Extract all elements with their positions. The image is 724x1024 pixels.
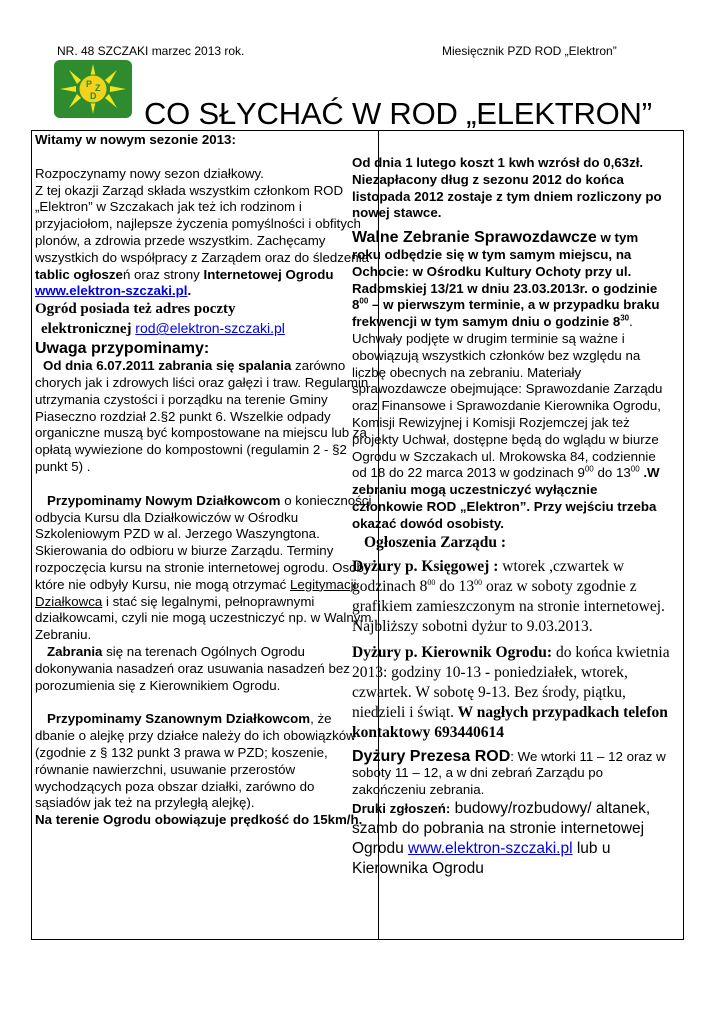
logo-letter-d: D — [90, 91, 97, 101]
meeting-sup-1: 00 — [359, 296, 369, 306]
ban-bold: Od dnia 6.07.2011 zabrania się spalania — [43, 358, 292, 374]
left-column — [35, 131, 373, 829]
email-link[interactable]: rod@elektron-szczaki.pl — [135, 320, 285, 337]
board-heading: Ogłoszenia Zarządu : — [364, 533, 507, 551]
accountant-bold: Dyżury p. Księgowej : — [352, 557, 499, 575]
legitymacja-link[interactable]: Legitymacji Działkowca — [35, 576, 357, 609]
accountant-sup-2: 00 — [474, 577, 483, 587]
president-bold: Dyżury Prezesa ROD — [352, 747, 511, 765]
ban-text: zarówno chorych jak i zdrowych liści oraz gałęzi i traw. Regulamin utrzymania czystości i porządku na terenie Gminy Piaseczno rozdział 2.§2 punkt 6. Wszelkie odpady organiczne muszą być kompostowane na miejscu lub za opłatą wywiezione do kompostowni (regulamin 2 - §2 punkt 5) . — [35, 358, 369, 474]
header-publication: Miesięcznik PZD ROD „Elektron” — [442, 44, 617, 58]
respected-paragraph — [35, 711, 373, 812]
page-title: CO SŁYCHAĆ W ROD „ELEKTRON” — [144, 96, 652, 131]
welcome-text-2: Z tej okazji Zarząd składa wszystkim członkom ROD „Elektron” w Szczakach jak też ich rodzinom i przyjaciołom, najlepsze życzenia pomyślności i obfitych plonów, a zdrowia przede wszystkim. Zachęcamy wszystkich do współpracy z Zarządem oraz do śledzenia tablic ogłoszeń oraz strony Internetowej Ogrodu www.elektron-szczaki.pl. — [35, 182, 370, 299]
president-text: : We wtorki 11 – 12 oraz w soboty 11 – 12, a w dni zebrań Zarządu po zakończeniu zebrania. — [352, 748, 666, 798]
new-members-text-2: i stać się legalnymi, pełnoprawnymi działkowcami, czyli nie mogą uczestniczyć np. w Walnym Zebraniu. — [35, 593, 372, 643]
accountant-paragraph — [352, 557, 670, 637]
forms-text: budowy/rozbudowy/ altanek, szamb do pobrania na stronie internetowej Ogrodu — [352, 799, 651, 857]
pzd-logo — [54, 60, 132, 118]
welcome-heading: Witamy w nowym sezonie 2013: — [35, 132, 236, 147]
site-link[interactable]: www.elektron-szczaki.pl — [35, 283, 188, 299]
respected-text: , że dbanie o alejkę przy działce należy do ich obowiązków (zgodnie z § 132 punkt 3 prawa w PZD; koszenie, równanie nawierzchni, usuwanie przerostów wychodzących poza obszar działki, zarówno do sąsiadów jak też na przyległą alejkę). — [35, 711, 356, 811]
meeting-heading: Walne Zebranie Sprawozdawcze — [352, 229, 597, 247]
forbid-bold: Zabrania — [47, 643, 103, 659]
forms-text-2: lub u Kierownika Ogrodu — [352, 839, 611, 877]
meeting-bold-1: w tym roku odbędzie się w tym samym miejscu, na Ochocie: w Ośrodku Kultury Ochoty przy ul. Radomskiej 13/21 w dniu 23.03.2013r. o godzinie 8 — [352, 230, 658, 313]
welcome-text-1: Rozpoczynamy nowy sezon działkowy. — [35, 165, 264, 181]
meeting-sup-2: 30 — [620, 313, 630, 323]
accountant-sup-1: 00 — [427, 577, 436, 587]
content-frame — [31, 130, 684, 940]
forbid-text: się na terenach Ogólnych Ogrodu dokonywania nasadzeń oraz usuwania nasadzeń bez porozumienia się z Kierownikiem Ogrodu. — [35, 643, 350, 693]
email-text-2: elektronicznej — [41, 321, 136, 338]
speed-limit: Na terenie Ogrodu obowiązuje prędkość do 15km/h. — [35, 812, 363, 828]
meeting-paragraph — [352, 230, 670, 532]
meeting-text-1: . Uchwały podjęte w drugim terminie są ważne i obowiązują wszystkich członków bez względu na liczbę obecnych na zebraniu. Materiały sprawozdawcze obejmujące: Sprawozdanie Zarządu oraz Finansowe i Sprawozdanie Kierownika Ogrodu, Komisji Rewizyjnej i Komisji Rozjemczej jak też projekty Uchwał, dostępne będą do wglądu w biurze Ogrodu w Szczakach ul. Mrokowska 84, codziennie od 18 do 22 marca 2013 w godzinach 9 — [352, 314, 663, 481]
forbid-paragraph — [35, 644, 373, 694]
meeting-bold-3: .W zebraniu mogą uczestniczyć wyłącznie członkowie ROD „Elektron”. Przy wejściu trzeba okazać dowód osobisty. — [352, 465, 660, 531]
president-paragraph — [352, 749, 670, 799]
meeting-bold-2: – w pierwszym terminie, a w przypadku braku frekwencji w tym samym dniu o godzinie 8 — [352, 297, 660, 330]
new-members-paragraph — [35, 493, 373, 644]
accountant-text-2: do 13 — [435, 577, 475, 595]
manager-bold: Dyżury p. Kierownik Ogrodu: — [352, 643, 553, 661]
new-members-bold: Przypominamy Nowym Działkowcom — [47, 492, 281, 508]
ban-paragraph — [35, 358, 373, 476]
respected-bold: Przypominamy Szanownym Działkowcom — [47, 711, 311, 727]
accountant-text-1: wtorek ,czwartek w godzinach 8 — [352, 557, 625, 595]
manager-text: do końca kwietnia 2013: godziny 10-13 - poniedziałek, wtorek, czwartek. W sobotę 9-13. Bez środy, piątku, niedzieli i świąt. — [352, 643, 670, 721]
price-notice: Od dnia 1 lutego koszt 1 kwh wzrósł do 0,63zł. Niezapłacony dług z sezonu 2012 do końca listopada 2012 zostaje z tym dniem rozliczony po nowej stawce. — [352, 155, 662, 221]
email-line — [35, 319, 373, 339]
manager-paragraph — [352, 643, 670, 743]
meeting-sup-4: 00 — [630, 464, 640, 474]
accountant-text-3: oraz w soboty zgodnie z grafikiem zamieszczonym na stronie internetowej. Najbliższy sobotni dyżur to 9.03.2013. — [352, 577, 665, 635]
logo-letter-z: Z — [95, 83, 101, 93]
welcome-paragraph: Z tej okazji Zarząd składa wszystkim członkom ROD „Elektron” w Szczakach jak też ich rodzinom i przyjaciołom, najlepsze życzenia pomyślności i obfitych plonów, a zdrowia przede wszystkim. Zachęcamy wszystkich do współpracy z Zarządem oraz do śledzenia — [35, 182, 370, 265]
remind-heading: Uwaga przypominamy: — [35, 340, 210, 358]
new-members-text-1: o konieczności odbycia Kursu dla Działkowiczów w Ośrodku Szkoleniowym PZD w al. Jerzego Waszyngtona. Skierowania do odbioru w biurze Zarządu. Terminy rozpoczęcia kursu na stronie internetowej ogrodu. Osoby które nie odbyły Kursu, nie mogą otrzymać — [35, 492, 372, 592]
manager-bold-2: W nagłych przypadkach telefon kontaktowy 693440614 — [352, 703, 668, 741]
internet-bold: Internetowej Ogrodu — [203, 266, 334, 282]
meeting-sup-3: 00 — [584, 464, 594, 474]
email-text-1: Ogród posiada też adres poczty — [35, 301, 236, 318]
forms-bold: Druki zgłoszeń: — [352, 800, 451, 816]
boards-bold: tablic ogłosze — [35, 266, 123, 282]
header-issue-info: NR. 48 SZCZAKI marzec 2013 rok. — [57, 44, 245, 58]
forms-paragraph — [352, 799, 670, 879]
logo-letter-p: P — [86, 79, 93, 89]
forms-link[interactable]: www.elektron-szczaki.pl — [408, 839, 573, 857]
meeting-text-2: do 13 — [593, 465, 631, 481]
boards-rest: ń oraz strony — [122, 266, 204, 282]
